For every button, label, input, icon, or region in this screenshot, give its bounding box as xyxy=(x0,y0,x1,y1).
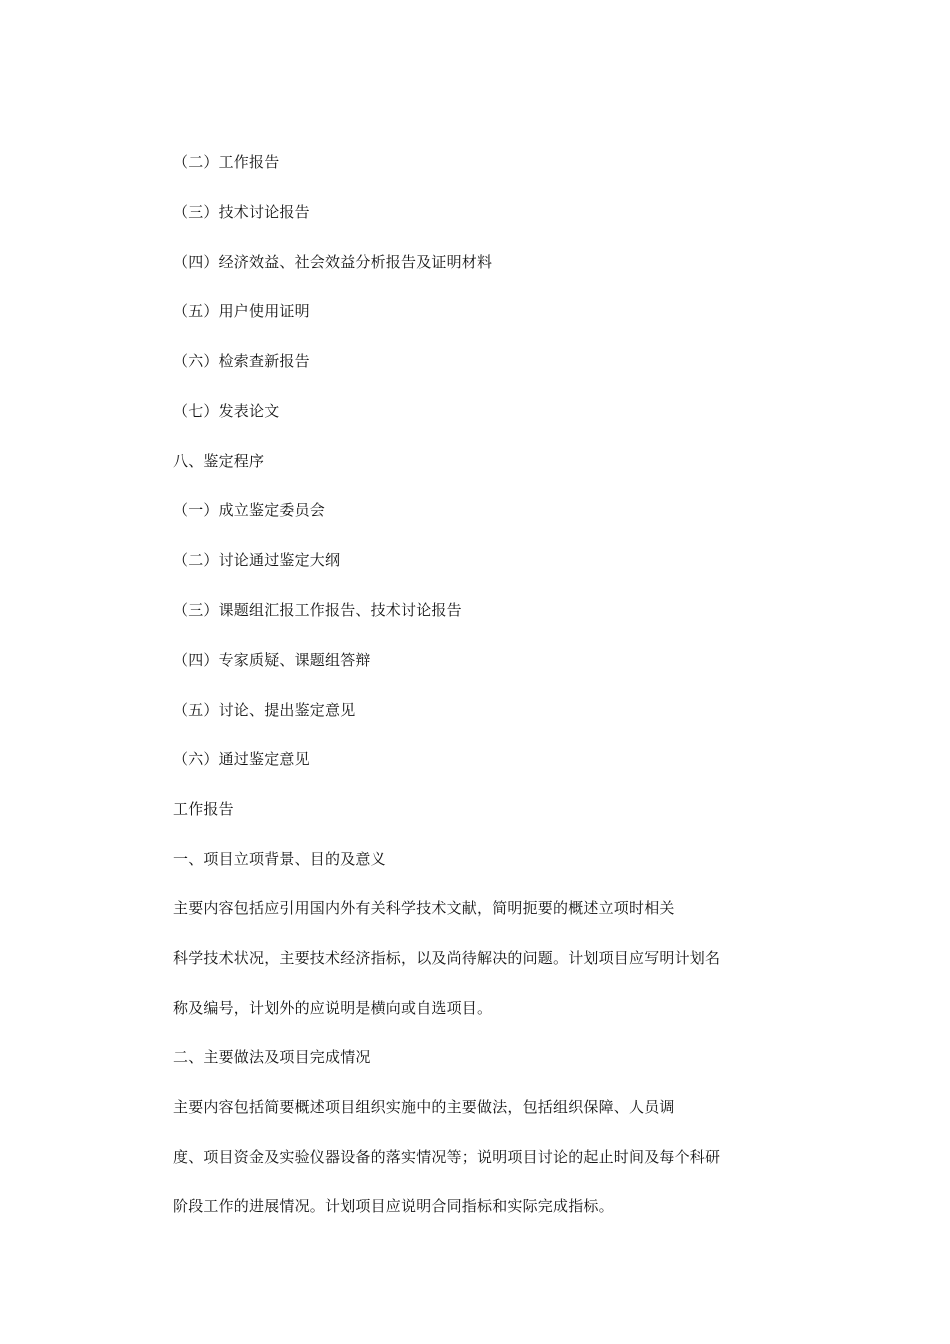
subheading-background-purpose: 一、项目立项背景、目的及意义 xyxy=(173,850,386,868)
procedure-step-2: （二）讨论通过鉴定大纲 xyxy=(173,551,341,569)
section-title-work-report: 工作报告 xyxy=(173,800,234,818)
procedure-step-6: （六）通过鉴定意见 xyxy=(173,750,310,768)
procedure-step-3: （三）课题组汇报工作报告、技术讨论报告 xyxy=(173,601,462,619)
item-novelty-search-report: （六）检索查新报告 xyxy=(173,352,310,370)
item-work-report: （二）工作报告 xyxy=(173,153,280,171)
section-heading-appraisal-procedure: 八、鉴定程序 xyxy=(173,452,265,470)
item-technical-discussion-report: （三）技术讨论报告 xyxy=(173,203,310,221)
paragraph-1-line-1: 主要内容包括应引用国内外有关科学技术文献，简明扼要的概述立项时相关 xyxy=(173,899,675,917)
paragraph-2-line-3: 阶段工作的进展情况。计划项目应说明合同指标和实际完成指标。 xyxy=(173,1197,614,1215)
item-published-papers: （七）发表论文 xyxy=(173,402,280,420)
paragraph-1-line-3: 称及编号，计划外的应说明是横向或自选项目。 xyxy=(173,999,493,1017)
item-benefit-analysis-report: （四）经济效益、社会效益分析报告及证明材料 xyxy=(173,253,493,271)
paragraph-2-line-1: 主要内容包括简要概述项目组织实施中的主要做法，包括组织保障、人员调 xyxy=(173,1098,675,1116)
procedure-step-1: （一）成立鉴定委员会 xyxy=(173,501,326,519)
item-user-certificate: （五）用户使用证明 xyxy=(173,302,310,320)
subheading-main-methods: 二、主要做法及项目完成情况 xyxy=(173,1048,371,1066)
procedure-step-5: （五）讨论、提出鉴定意见 xyxy=(173,701,356,719)
paragraph-2-line-2: 度、项目资金及实验仪器设备的落实情况等；说明项目讨论的起止时间及每个科研 xyxy=(173,1148,721,1166)
paragraph-1-line-2: 科学技术状况，主要技术经济指标，以及尚待解决的问题。计划项目应写明计划名 xyxy=(173,949,721,967)
procedure-step-4: （四）专家质疑、课题组答辩 xyxy=(173,651,371,669)
